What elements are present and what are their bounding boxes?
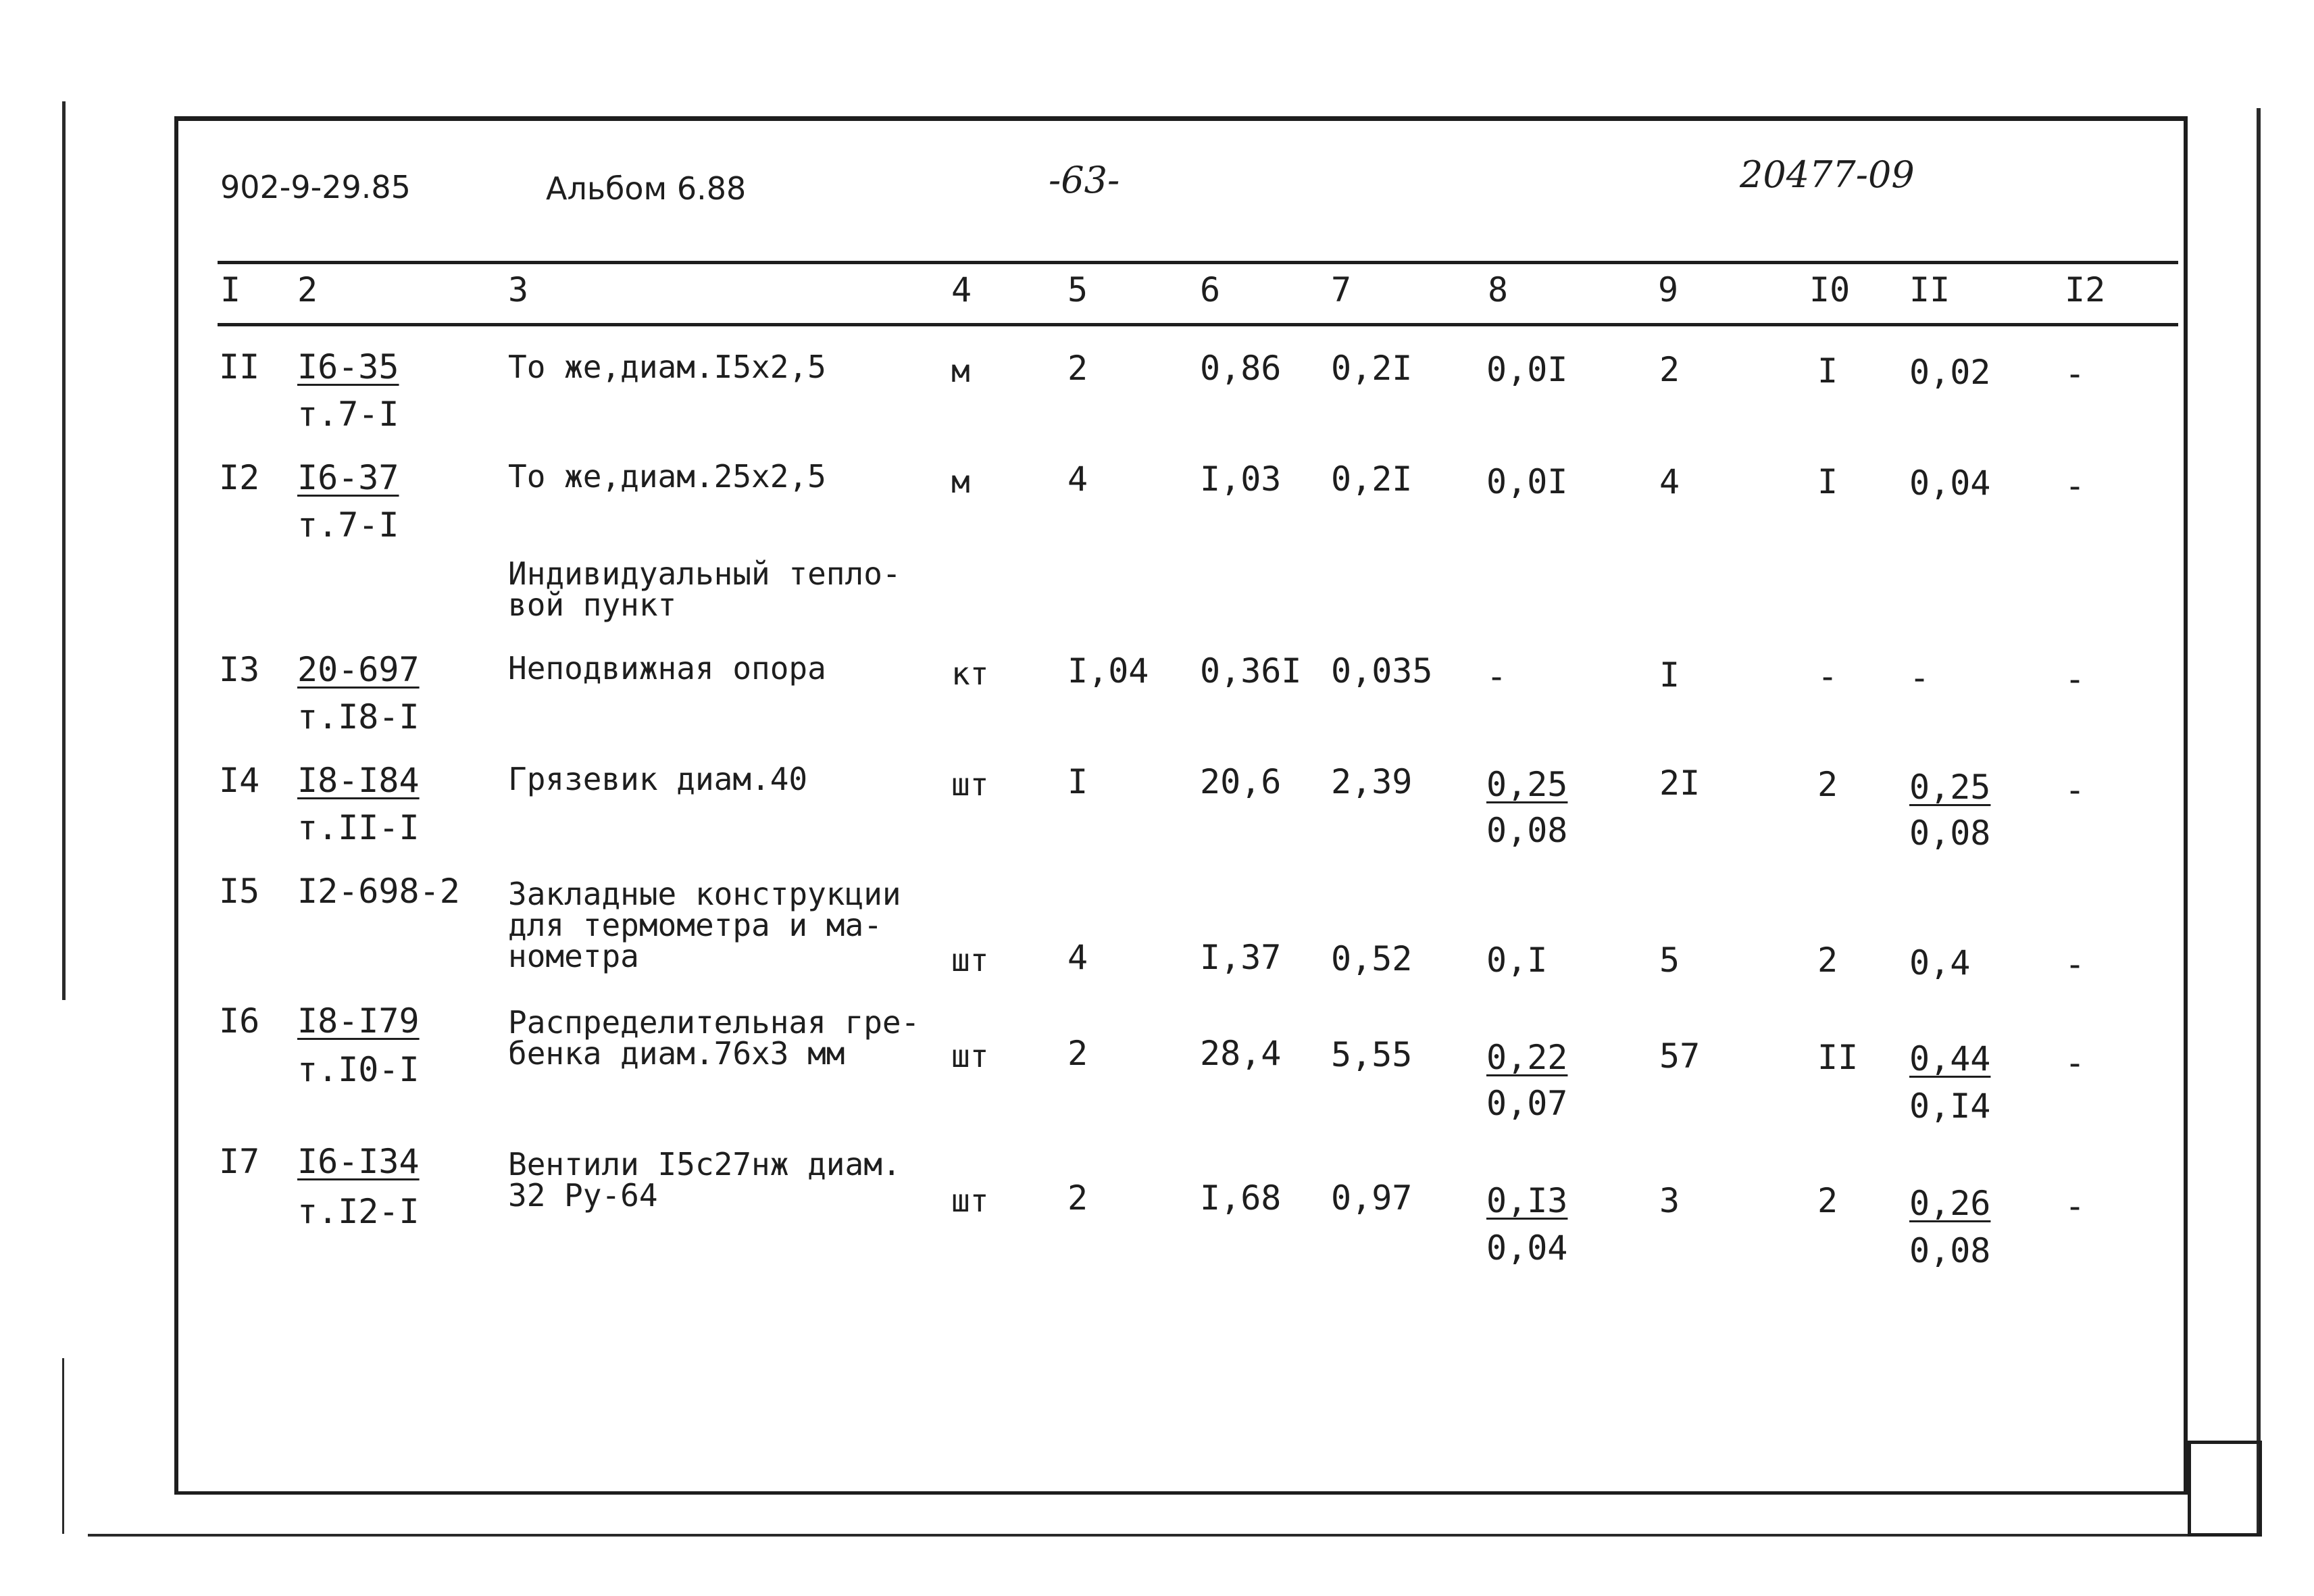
- row-c10: -: [1817, 657, 1838, 696]
- row-c8-lower: 0,07: [1486, 1084, 1568, 1123]
- row-code: I6-37: [297, 458, 399, 497]
- row-description: Грязевик диам.40: [508, 761, 808, 797]
- row-number: I7: [219, 1142, 260, 1181]
- column-number: 2: [297, 270, 318, 309]
- table-top-rule: [218, 261, 2178, 264]
- row-c7: 5,55: [1331, 1035, 1413, 1074]
- row-unit: м: [951, 464, 970, 500]
- column-number: 3: [508, 270, 529, 309]
- row-c10: I: [1817, 462, 1838, 501]
- row-number: I2: [219, 458, 260, 497]
- row-c7: 2,39: [1331, 762, 1413, 801]
- album-label: Альбом 6.88: [546, 170, 747, 207]
- row-c9: 5: [1659, 941, 1680, 980]
- row-c11: 0,4: [1909, 943, 1971, 982]
- row-c10: 2: [1817, 765, 1838, 804]
- row-number: II: [219, 347, 260, 386]
- row-c6: 28,4: [1200, 1034, 1282, 1073]
- row-c7: 0,52: [1331, 939, 1413, 978]
- row-code: I8-I79: [297, 1001, 420, 1041]
- row-c7: 0,97: [1331, 1178, 1413, 1218]
- row-c6: 0,86: [1200, 349, 1282, 388]
- row-number: I3: [219, 650, 260, 689]
- row-c5: 4: [1067, 459, 1088, 499]
- row-c8-lower: 0,08: [1486, 811, 1568, 850]
- row-c5: 2: [1067, 349, 1088, 388]
- row-ref: т.7-I: [297, 395, 399, 434]
- row-c9: 57: [1659, 1037, 1701, 1076]
- column-number: I: [220, 270, 241, 309]
- row-c6: I,68: [1200, 1178, 1282, 1218]
- row-description: Неподвижная опора: [508, 650, 826, 687]
- doc-code: 902-9-29.85: [220, 169, 411, 205]
- column-number: 4: [951, 270, 972, 309]
- row-description: То же,диам.25x2,5: [508, 458, 826, 495]
- section-heading: Индивидуальный тепло- вой пункт: [508, 555, 901, 623]
- row-c12: -: [2065, 1043, 2086, 1082]
- row-unit: шт: [951, 942, 989, 978]
- row-c10: I: [1817, 351, 1838, 391]
- row-c7: 0,035: [1331, 651, 1433, 691]
- row-c10: 2: [1817, 1181, 1838, 1220]
- row-c5: 2: [1067, 1034, 1088, 1073]
- column-number: 6: [1200, 270, 1221, 309]
- row-description: Распределительная гре- бенка диам.76x3 мм: [508, 1004, 920, 1072]
- row-number: I6: [219, 1001, 260, 1041]
- row-description: То же,диам.I5x2,5: [508, 349, 826, 385]
- row-c12: -: [2065, 1187, 2086, 1226]
- column-number: II: [1909, 270, 1951, 309]
- row-c11-lower: 0,08: [1909, 814, 1991, 853]
- scan-left-edge-lower: [62, 1358, 64, 1534]
- row-c11-lower: 0,08: [1909, 1231, 1991, 1270]
- row-c12: -: [2065, 770, 2086, 809]
- row-unit: шт: [951, 1038, 989, 1074]
- row-c8-lower: 0,04: [1486, 1228, 1568, 1268]
- row-c6: 20,6: [1200, 762, 1282, 801]
- row-c11: 0,04: [1909, 464, 1991, 503]
- row-c7: 0,2I: [1331, 349, 1413, 388]
- row-c8: -: [1486, 657, 1507, 696]
- row-c12: -: [2065, 659, 2086, 699]
- column-number: I2: [2065, 270, 2106, 309]
- row-c5: 2: [1067, 1178, 1088, 1218]
- column-number: 5: [1067, 270, 1088, 309]
- row-c12: -: [2065, 466, 2086, 505]
- row-c5: I,04: [1067, 651, 1149, 691]
- row-c6: 0,36I: [1200, 651, 1302, 691]
- row-unit: кт: [951, 655, 989, 692]
- row-description: Вентили I5c27нж диам. 32 Ру-64: [508, 1146, 901, 1214]
- table-header-rule: [218, 323, 2178, 326]
- row-code: I6-I34: [297, 1142, 420, 1181]
- row-c7: 0,2I: [1331, 459, 1413, 499]
- row-code: 20-697: [297, 650, 420, 689]
- row-unit: м: [951, 353, 970, 389]
- column-number: 9: [1658, 270, 1679, 309]
- title-block-corner: [2188, 1441, 2262, 1537]
- row-c10: 2: [1817, 941, 1838, 980]
- row-c11: 0,25: [1909, 768, 1991, 807]
- row-number: I5: [219, 872, 260, 911]
- column-number: I0: [1809, 270, 1851, 309]
- row-c9: I: [1659, 655, 1680, 695]
- row-c11: -: [1909, 658, 1930, 697]
- row-ref: т.I0-I: [297, 1050, 420, 1089]
- row-c6: I,37: [1200, 938, 1282, 977]
- row-c10: II: [1817, 1038, 1859, 1077]
- row-ref: т.II-I: [297, 808, 420, 847]
- row-c11: 0,02: [1909, 353, 1991, 392]
- row-c8: 0,I3: [1486, 1181, 1568, 1220]
- row-c9: 4: [1659, 462, 1680, 501]
- row-c8: 0,25: [1486, 765, 1568, 804]
- row-c8: 0,0I: [1486, 350, 1568, 389]
- row-c8: 0,0I: [1486, 462, 1568, 501]
- row-c11-lower: 0,I4: [1909, 1087, 1991, 1126]
- row-description: Закладные конструкции для термометра и ма- нометра: [508, 876, 901, 974]
- row-unit: шт: [951, 766, 989, 803]
- row-number: I4: [219, 761, 260, 800]
- row-c11: 0,26: [1909, 1184, 1991, 1223]
- row-unit: шт: [951, 1182, 989, 1219]
- row-c9: 2: [1659, 350, 1680, 389]
- row-c5: 4: [1067, 938, 1088, 977]
- row-c12: -: [2065, 945, 2086, 984]
- scan-right-edge: [2257, 108, 2261, 1537]
- row-c8: 0,I: [1486, 941, 1548, 980]
- row-ref: т.7-I: [297, 505, 399, 545]
- scan-left-edge: [62, 101, 66, 1000]
- row-c6: I,03: [1200, 459, 1282, 499]
- row-ref: т.I2-I: [297, 1192, 420, 1231]
- row-c9: 3: [1659, 1181, 1680, 1220]
- scan-bottom-edge: [88, 1534, 2257, 1537]
- row-code: I2-698-2: [297, 872, 460, 911]
- row-c5: I: [1067, 762, 1088, 801]
- archive-number: 20477-09: [1740, 153, 1915, 196]
- row-code: I8-I84: [297, 761, 420, 800]
- row-c9: 2I: [1659, 764, 1701, 803]
- row-c8: 0,22: [1486, 1038, 1568, 1077]
- row-code: I6-35: [297, 347, 399, 386]
- row-c12: -: [2065, 354, 2086, 393]
- column-number: 8: [1488, 270, 1509, 309]
- column-number: 7: [1331, 270, 1352, 309]
- page-number: -63-: [1049, 159, 1120, 201]
- row-ref: т.I8-I: [297, 697, 420, 737]
- row-c11: 0,44: [1909, 1039, 1991, 1078]
